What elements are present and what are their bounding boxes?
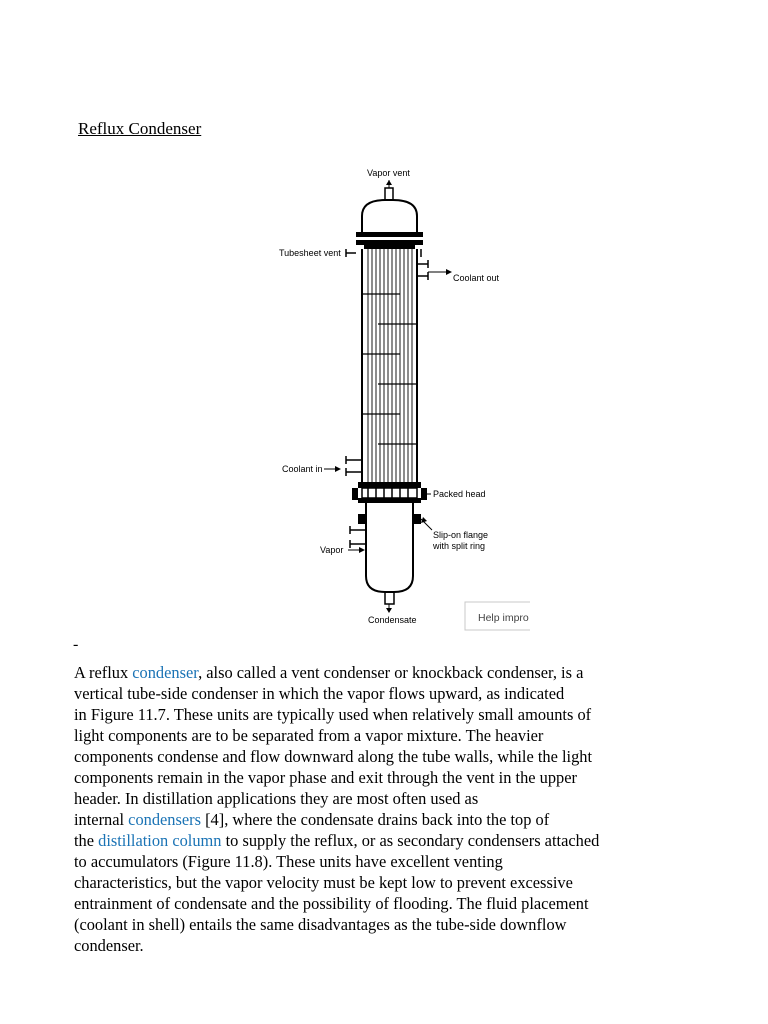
text-line: vertical tube-side condenser in which the vapor flows upward, as indicated [74,684,565,703]
label-vapor-vent: Vapor vent [367,168,410,178]
text-line: components remain in the vapor phase and exit through the vent in the upper [74,768,577,787]
reflux-condenser-figure [238,164,530,632]
page-title: Reflux Condenser [78,119,202,138]
label-vapor: Vapor [320,545,344,555]
text-line: header. In distillation applications they are most often used as [74,789,479,808]
link-distillation-column[interactable]: distillation column [98,831,222,850]
label-tubesheet-vent: Tubesheet vent [279,248,341,258]
text-line: (coolant in shell) entails the same disadvantages as the tube-side downflow [74,915,567,934]
text-line: internal condensers [4], where the condensate drains back into the top of [74,810,550,829]
text-line: to accumulators (Figure 11.8). These units have excellent venting [74,852,503,871]
text-line: in Figure 11.7. These units are typically used when relatively small amounts of [74,705,592,724]
help-improve-label: Help impro [478,612,529,624]
separator-dash: - [73,636,79,653]
text-line: condenser. [74,936,144,955]
body-paragraph [74,662,714,956]
link-condenser[interactable]: condenser [132,663,199,682]
label-coolant-out: Coolant out [453,273,500,283]
text-line: entrainment of condensate and the possibility of flooding. The fluid placement [74,894,589,913]
text-line: components condense and flow downward along the tube walls, while the light [74,747,593,766]
text-line: A reflux condenser, also called a vent condenser or knockback condenser, is a [74,663,584,682]
label-condensate: Condensate [368,615,417,625]
link-condensers[interactable]: condensers [128,810,201,829]
label-slip-on-flange-1: Slip-on flange [433,530,489,540]
help-improve-button[interactable] [465,602,530,630]
label-coolant-in: Coolant in [282,464,323,474]
text-line: characteristics, but the vapor velocity must be kept low to prevent excessive [74,873,573,892]
text-line: the distillation column to supply the reflux, or as secondary condensers attached [74,831,600,850]
label-slip-on-flange-2: with split ring [433,541,486,551]
label-packed-head: Packed head [433,489,486,499]
text-line: light components are to be separated from a vapor mixture. The heavier [74,726,544,745]
